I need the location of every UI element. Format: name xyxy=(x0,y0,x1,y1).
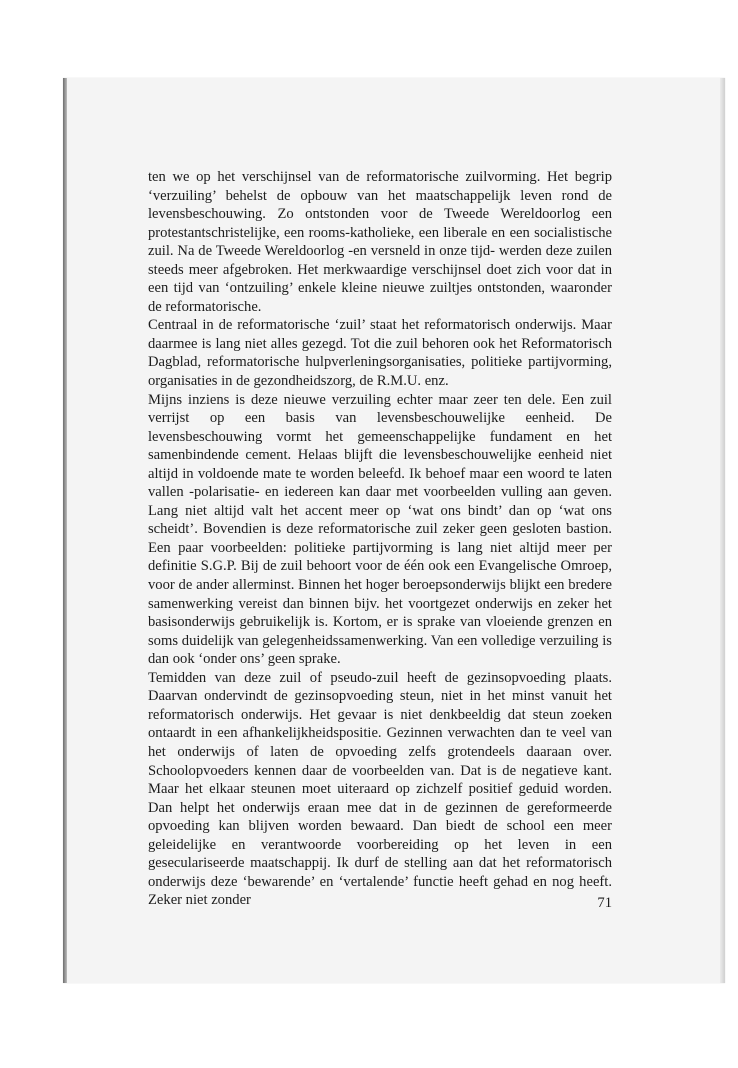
paragraph-4: Temidden van deze zuil of pseudo-zuil heeft de gezinsopvoeding plaats. Daarvan ondervindt de gezinsopvoeding steun, niet in het minst vanuit het reformatorisch onderwijs. Het gevaar is niet denkbeeldig dat steun zoeken ontaardt in een afhankelijkheidspositie. Gezinnen verwachten dan te veel van het onderwijs of laten de opvoeding zelfs grotendeels daaraan over. Schoolopvoeders kennen daar de voorbeelden van. Dat is de negatieve kant. Maar het elkaar steunen moet uiteraard op zichzelf positief geduid worden. Dan helpt het onderwijs eraan mee dat in de gezinnen de gereformeerde opvoeding kan blijven worden bewaard. Dan biedt de school een meer geleidelijke en verantwoorde voorbereiding op het leven in een geseculariseerde maatschappij. Ik durf de stelling aan dat het reformatorisch onderwijs deze ‘bewarende’ en ‘vertalende’ functie heeft gehad en nog heeft. Zeker niet zonder xyxy=(148,669,612,909)
paragraph-3: Mijns inziens is deze nieuwe verzuiling echter maar zeer ten dele. Een zuil verrijst op een basis van levensbeschouwelijke eenheid. De levensbeschouwing vormt het gemeenschappelijke fundament en het samenbindende cement. Helaas blijft die levensbeschouwelijke eenheid niet altijd in voldoende mate te worden beleefd. Ik behoef maar een woord te laten vallen -polarisatie- en iedereen kan daar met voorbeelden vulling aan geven. Lang niet altijd valt het accent meer op ‘wat ons bindt’ dan op ‘wat ons scheidt’. Bovendien is deze reformatorische zuil zeker geen gesloten bastion. Een paar voorbeelden: politieke partijvorming is lang niet altijd meer per definitie S.G.P. Bij de zuil behoort voor de één ook een Evangelische Omroep, voor de ander allerminst. Binnen het hoger beroepsonderwijs blijkt een bredere samenwerking vereist dan binnen bijv. het voortgezet onderwijs en zeker het basisonderwijs gebruikelijk is. Kortom, er is sprake van vloeiende grenzen en soms duidelijk van gelegenheidssamenwerking. Van een volledige verzuiling is dan ook ‘onder ons’ geen sprake. xyxy=(148,391,612,668)
paragraph-2: Centraal in de reformatorische ‘zuil’ staat het reformatorisch onderwijs. Maar daarmee is lang niet alles gezegd. Tot die zuil behoren ook het Reformatorisch Dagblad, reformatorische hulpverleningsorganisaties, politieke partijvorming, organisaties in de gezondheidszorg, de R.M.U. enz. xyxy=(148,317,612,390)
page-number: 71 xyxy=(597,895,612,911)
page-binding-edge xyxy=(63,78,67,983)
paragraph-1: ten we op het verschijnsel van de reformatorische zuilvorming. Het begrip ‘verzuiling’ behelst de opbouw van het maatschappelijk leven rond de levensbeschouwing. Zo ontstonden voor de Tweede Wereldoorlog een protestantschristelijke, een rooms-katholieke, een liberale en een socialistische zuil. Na de Tweede Wereldoorlog -en versneld in onze tijd- werden deze zuilen steeds meer afgebroken. Het merkwaardige verschijnsel doet zich voor dat in een tijd van ‘ontzuiling’ enkele kleine nieuwe zuiltjes ontstonden, waaronder de reformatorische. xyxy=(148,169,612,315)
body-text xyxy=(148,168,612,910)
page-right-edge xyxy=(720,78,725,983)
